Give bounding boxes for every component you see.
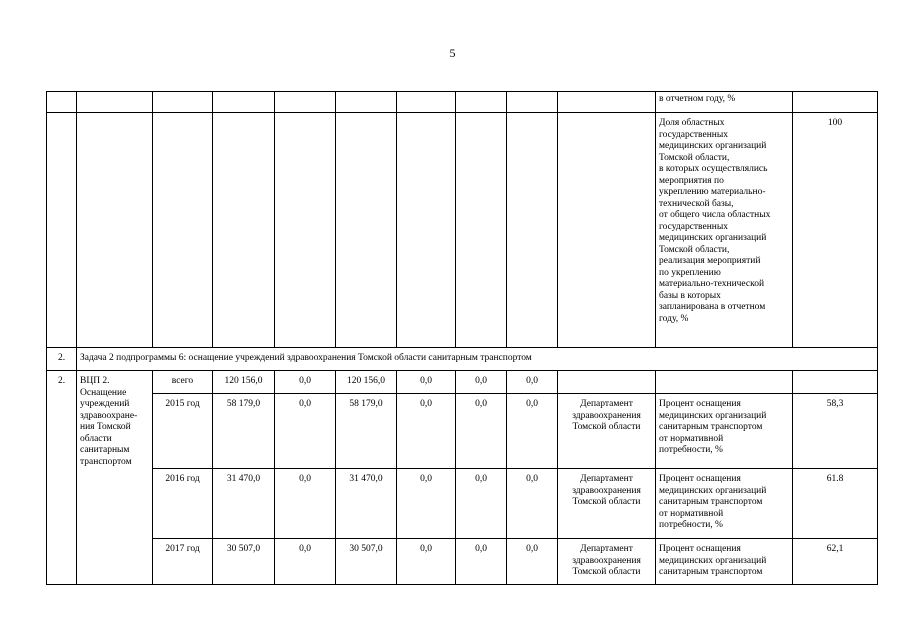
amount-cell: 0,0 — [275, 394, 336, 469]
department-line: Томской области — [572, 567, 641, 577]
indicator-line: Томской области, — [659, 244, 730, 255]
amount-cell: 0,0 — [507, 371, 558, 394]
amount-cell: 30 507,0 — [336, 539, 397, 585]
indicator-line: медицинских организаций — [659, 141, 767, 151]
department-cell — [558, 394, 656, 469]
indicator-cell: в отчетном году, % — [656, 92, 793, 113]
table-cell — [558, 92, 656, 113]
table-cell — [275, 92, 336, 113]
amount-cell: 0,0 — [456, 394, 507, 469]
indicator-line: материально-технической — [659, 279, 765, 289]
indicator-line: году, % — [659, 313, 689, 324]
vcp-year-row — [47, 539, 878, 585]
value-cell: 61.8 — [793, 469, 878, 539]
department-cell — [558, 469, 656, 539]
vcp-name-line: санитарным — [80, 445, 130, 455]
indicator-line: Процент оснащения — [659, 399, 741, 409]
total-cell: 30 507,0 — [213, 539, 275, 585]
vcp-year-row — [47, 469, 878, 539]
vcp-row — [47, 371, 878, 394]
indicator-line: Доля областных — [659, 118, 725, 128]
amount-cell: 0,0 — [397, 394, 456, 469]
indicator-line: государственных — [659, 129, 729, 140]
indicator-line: базы в которых — [659, 290, 721, 301]
table-cell — [77, 92, 153, 113]
indicator-line: технической базы, — [659, 198, 734, 209]
table-cell — [397, 92, 456, 113]
amount-cell: 0,0 — [397, 539, 456, 585]
department-line: здравоохранения — [572, 555, 641, 566]
indicator-line: государственных — [659, 221, 729, 232]
department-line: Департамент — [580, 399, 633, 409]
indicator-line: мероприятия по — [659, 175, 724, 186]
amount-cell: 0,0 — [507, 394, 558, 469]
vcp-name-line: учреждений — [80, 399, 130, 409]
department-line: здравоохранения — [572, 485, 641, 496]
table-cell — [558, 113, 656, 348]
vcp-name-text — [80, 376, 149, 468]
indicator-line: в которых осуществлялись — [659, 164, 768, 174]
indicator-line: потребности, % — [659, 520, 723, 530]
table-cell — [507, 113, 558, 348]
period-cell: 2015 год — [153, 394, 213, 469]
table-cell — [397, 113, 456, 348]
period-cell: 2016 год — [153, 469, 213, 539]
indicator-line: медицинских организаций — [659, 233, 767, 243]
vcp-year-row — [47, 394, 878, 469]
indicator-text — [659, 474, 789, 532]
indicator-text — [659, 118, 789, 325]
amount-cell: 0,0 — [507, 539, 558, 585]
vcp-name-line: транспортом — [80, 456, 132, 467]
indicator-text — [659, 544, 789, 579]
table-cell — [336, 113, 397, 348]
vcp-name-line: ния Томской — [80, 422, 131, 432]
table-row — [47, 113, 878, 348]
value-cell — [793, 92, 878, 113]
amount-cell: 0,0 — [275, 371, 336, 394]
task-number: 2. — [47, 348, 77, 371]
page-number: 5 — [449, 46, 456, 60]
table-cell — [336, 92, 397, 113]
table-cell — [456, 113, 507, 348]
indicator-text — [659, 399, 789, 457]
department-text — [561, 474, 652, 509]
department-cell — [558, 371, 656, 394]
indicator-line: Томской области, — [659, 152, 730, 163]
value-cell — [793, 371, 878, 394]
amount-cell: 0,0 — [507, 469, 558, 539]
table-row — [47, 92, 878, 113]
table-cell — [213, 113, 275, 348]
indicator-line: Процент оснащения — [659, 474, 741, 484]
table-cell — [275, 113, 336, 348]
table-cell — [77, 113, 153, 348]
amount-cell: 58 179,0 — [336, 394, 397, 469]
department-line: Томской области — [572, 497, 641, 507]
indicator-line: от общего числа областных — [659, 210, 771, 220]
table-cell — [456, 92, 507, 113]
vcp-name-line: ВЦП 2. — [80, 376, 110, 386]
indicator-cell — [656, 539, 793, 585]
task-row — [47, 348, 878, 371]
vcp-name-line: области — [80, 433, 112, 444]
indicator-line: по укреплению — [659, 267, 721, 278]
total-cell: 120 156,0 — [213, 371, 275, 394]
indicator-line: Процент оснащения — [659, 544, 741, 554]
amount-cell: 31 470,0 — [336, 469, 397, 539]
department-line: Томской области — [572, 422, 641, 432]
amount-cell: 0,0 — [397, 371, 456, 394]
amount-cell: 0,0 — [456, 539, 507, 585]
period-cell: всего — [153, 371, 213, 394]
program-table — [46, 91, 878, 585]
vcp-name-line: Оснащение — [80, 387, 127, 398]
department-text — [561, 544, 652, 579]
indicator-line: реализация мероприятий — [659, 256, 761, 266]
table-cell — [47, 92, 77, 113]
table-cell — [507, 92, 558, 113]
indicator-cell — [656, 469, 793, 539]
vcp-number: 2. — [47, 371, 77, 585]
department-line: Департамент — [580, 544, 633, 554]
indicator-cell — [656, 113, 793, 348]
table-cell — [153, 113, 213, 348]
period-cell: 2017 год — [153, 539, 213, 585]
indicator-line: запланирована в отчетном — [659, 302, 766, 312]
indicator-cell — [656, 371, 793, 394]
indicator-line: медицинских организаций — [659, 485, 767, 496]
department-text — [561, 399, 652, 434]
amount-cell: 120 156,0 — [336, 371, 397, 394]
indicator-line: от нормативной — [659, 508, 724, 519]
vcp-name-line: здравоохране- — [80, 410, 138, 421]
table-cell — [153, 92, 213, 113]
indicator-line: медицинских организаций — [659, 555, 767, 566]
value-cell: 100 — [793, 113, 878, 348]
indicator-line: потребности, % — [659, 445, 723, 455]
amount-cell: 0,0 — [275, 539, 336, 585]
task-title: Задача 2 подпрограммы 6: оснащение учреждений здравоохранения Томской области санитарным транспортом — [77, 348, 878, 371]
indicator-line: от нормативной — [659, 433, 724, 444]
table-cell — [47, 113, 77, 348]
value-cell: 58,3 — [793, 394, 878, 469]
department-line: Департамент — [580, 474, 633, 484]
indicator-line: санитарным транспортом — [659, 422, 763, 432]
amount-cell: 0,0 — [275, 469, 336, 539]
indicator-cell — [656, 394, 793, 469]
total-cell: 31 470,0 — [213, 469, 275, 539]
indicator-line: укреплению материально- — [659, 187, 766, 197]
department-cell — [558, 539, 656, 585]
indicator-line: санитарным транспортом — [659, 567, 763, 577]
table-cell — [213, 92, 275, 113]
value-cell: 62,1 — [793, 539, 878, 585]
indicator-line: медицинских организаций — [659, 410, 767, 421]
indicator-line: санитарным транспортом — [659, 497, 763, 507]
amount-cell: 0,0 — [456, 371, 507, 394]
department-line: здравоохранения — [572, 410, 641, 421]
amount-cell: 0,0 — [456, 469, 507, 539]
vcp-name — [77, 371, 153, 585]
amount-cell: 0,0 — [397, 469, 456, 539]
total-cell: 58 179,0 — [213, 394, 275, 469]
